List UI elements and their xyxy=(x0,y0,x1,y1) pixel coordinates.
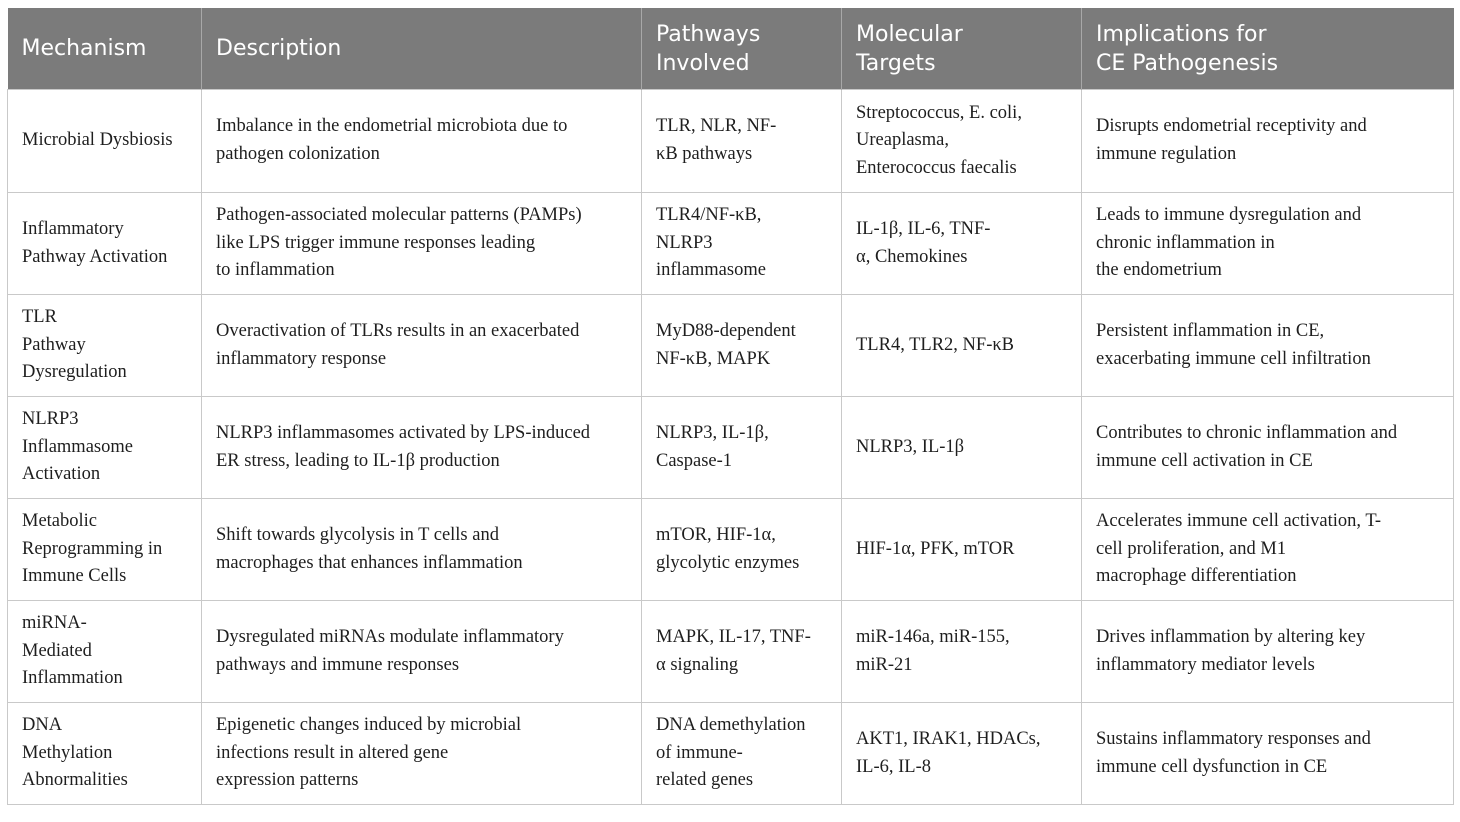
cell-implications xyxy=(1082,499,1454,601)
header-label: Pathways Involved xyxy=(656,21,761,76)
cell-text: MAPK, IL-17, TNF- α signaling xyxy=(656,626,811,675)
cell-text: Epigenetic changes induced by microbial infections result in altered gene expression patterns xyxy=(216,715,522,791)
cell-description xyxy=(202,601,642,703)
cell-text: Sustains inflammatory responses and immune cell dysfunction in CE xyxy=(1096,728,1371,777)
cell-mechanism xyxy=(8,703,202,805)
cell-text: Contributes to chronic inflammation and immune cell activation in CE xyxy=(1096,422,1398,471)
header-label: Description xyxy=(216,36,342,61)
cell-text: Persistent inflammation in CE, exacerbating immune cell infiltration xyxy=(1096,320,1371,369)
cell-description xyxy=(202,193,642,295)
cell-targets xyxy=(842,601,1082,703)
cell-text: TLR4, TLR2, NF-κB xyxy=(856,334,1015,355)
header-mechanism xyxy=(8,8,202,90)
cell-text: TLR4/NF-κB, NLRP3 inflammasome xyxy=(656,205,766,281)
table-row xyxy=(8,90,1454,193)
cell-text: Shift towards glycolysis in T cells and macrophages that enhances inflammation xyxy=(216,524,523,573)
table-row xyxy=(8,703,1454,805)
cell-description xyxy=(202,499,642,601)
cell-text: mTOR, HIF-1α, glycolytic enzymes xyxy=(656,524,800,573)
cell-text: Microbial Dysbiosis xyxy=(22,130,173,151)
cell-pathways xyxy=(642,295,842,397)
header-row xyxy=(8,8,1454,90)
table-row xyxy=(8,601,1454,703)
cell-text: TLR, NLR, NF- κB pathways xyxy=(656,116,777,164)
table-header xyxy=(8,8,1454,90)
cell-targets xyxy=(842,193,1082,295)
cell-implications xyxy=(1082,193,1454,295)
cell-implications xyxy=(1082,397,1454,499)
cell-mechanism xyxy=(8,601,202,703)
table-row xyxy=(8,193,1454,295)
cell-text: AKT1, IRAK1, HDACs, IL-6, IL-8 xyxy=(856,728,1041,777)
mechanisms-table-container xyxy=(7,8,1453,805)
cell-targets xyxy=(842,499,1082,601)
cell-text: NLRP3 inflammasomes activated by LPS-induced ER stress, leading to IL-1β production xyxy=(216,422,591,471)
cell-text: Disrupts endometrial receptivity and immune regulation xyxy=(1096,116,1367,164)
cell-mechanism xyxy=(8,499,202,601)
cell-targets xyxy=(842,90,1082,193)
cell-pathways xyxy=(642,499,842,601)
cell-text: Overactivation of TLRs results in an exacerbated inflammatory response xyxy=(216,320,580,369)
header-description xyxy=(202,8,642,90)
cell-implications xyxy=(1082,90,1454,193)
cell-targets xyxy=(842,703,1082,805)
cell-implications xyxy=(1082,601,1454,703)
cell-description xyxy=(202,90,642,193)
table-body xyxy=(8,90,1454,805)
header-targets xyxy=(842,8,1082,90)
cell-pathways xyxy=(642,601,842,703)
cell-text: Dysregulated miRNAs modulate inflammatory pathways and immune responses xyxy=(216,626,564,675)
cell-text: miR-146a, miR-155, miR-21 xyxy=(856,626,1010,675)
cell-text: miRNA- Mediated Inflammation xyxy=(22,613,123,689)
table-row xyxy=(8,397,1454,499)
table-row xyxy=(8,499,1454,601)
cell-pathways xyxy=(642,397,842,499)
cell-description xyxy=(202,295,642,397)
header-label: Molecular Targets xyxy=(856,21,963,76)
cell-implications xyxy=(1082,295,1454,397)
header-label: Mechanism xyxy=(21,36,147,61)
cell-text: DNA demethylation of immune- related genes xyxy=(656,715,806,791)
cell-text: Accelerates immune cell activation, T- cell proliferation, and M1 macrophage differentiation xyxy=(1096,511,1382,587)
cell-text: HIF-1α, PFK, mTOR xyxy=(856,538,1015,559)
cell-text: TLR Pathway Dysregulation xyxy=(22,307,127,383)
cell-text: IL-1β, IL-6, TNF- α, Chemokines xyxy=(856,218,991,267)
mechanisms-table xyxy=(7,8,1454,805)
header-implications xyxy=(1082,8,1454,90)
cell-text: NLRP3, IL-1β xyxy=(856,436,965,457)
cell-text: MyD88-dependent NF-κB, MAPK xyxy=(656,320,796,369)
cell-text: DNA Methylation Abnormalities xyxy=(22,715,128,791)
cell-text: Drives inflammation by altering key inflammatory mediator levels xyxy=(1096,626,1366,675)
cell-mechanism xyxy=(8,295,202,397)
cell-text: Pathogen-associated molecular patterns (PAMPs) like LPS trigger immune responses leading to inflammation xyxy=(216,205,582,281)
cell-text: Inflammatory Pathway Activation xyxy=(22,218,168,267)
cell-text: NLRP3, IL-1β, Caspase-1 xyxy=(656,422,769,471)
cell-pathways xyxy=(642,703,842,805)
cell-mechanism xyxy=(8,397,202,499)
table-row xyxy=(8,295,1454,397)
cell-targets xyxy=(842,397,1082,499)
cell-mechanism xyxy=(8,193,202,295)
cell-description xyxy=(202,397,642,499)
cell-text: Metabolic Reprogramming in Immune Cells xyxy=(22,511,163,587)
cell-text: Imbalance in the endometrial microbiota due to pathogen colonization xyxy=(216,116,568,164)
header-pathways xyxy=(642,8,842,90)
cell-targets xyxy=(842,295,1082,397)
cell-text: Leads to immune dysregulation and chronic inflammation in the endometrium xyxy=(1096,205,1362,281)
cell-pathways xyxy=(642,193,842,295)
cell-text: Streptococcus, E. coli, Ureaplasma, Enterococcus faecalis xyxy=(856,102,1022,178)
cell-mechanism xyxy=(8,90,202,193)
cell-text: NLRP3 Inflammasome Activation xyxy=(22,409,133,485)
cell-pathways xyxy=(642,90,842,193)
header-label: Implications for CE Pathogenesis xyxy=(1096,21,1279,76)
cell-implications xyxy=(1082,703,1454,805)
cell-description xyxy=(202,703,642,805)
